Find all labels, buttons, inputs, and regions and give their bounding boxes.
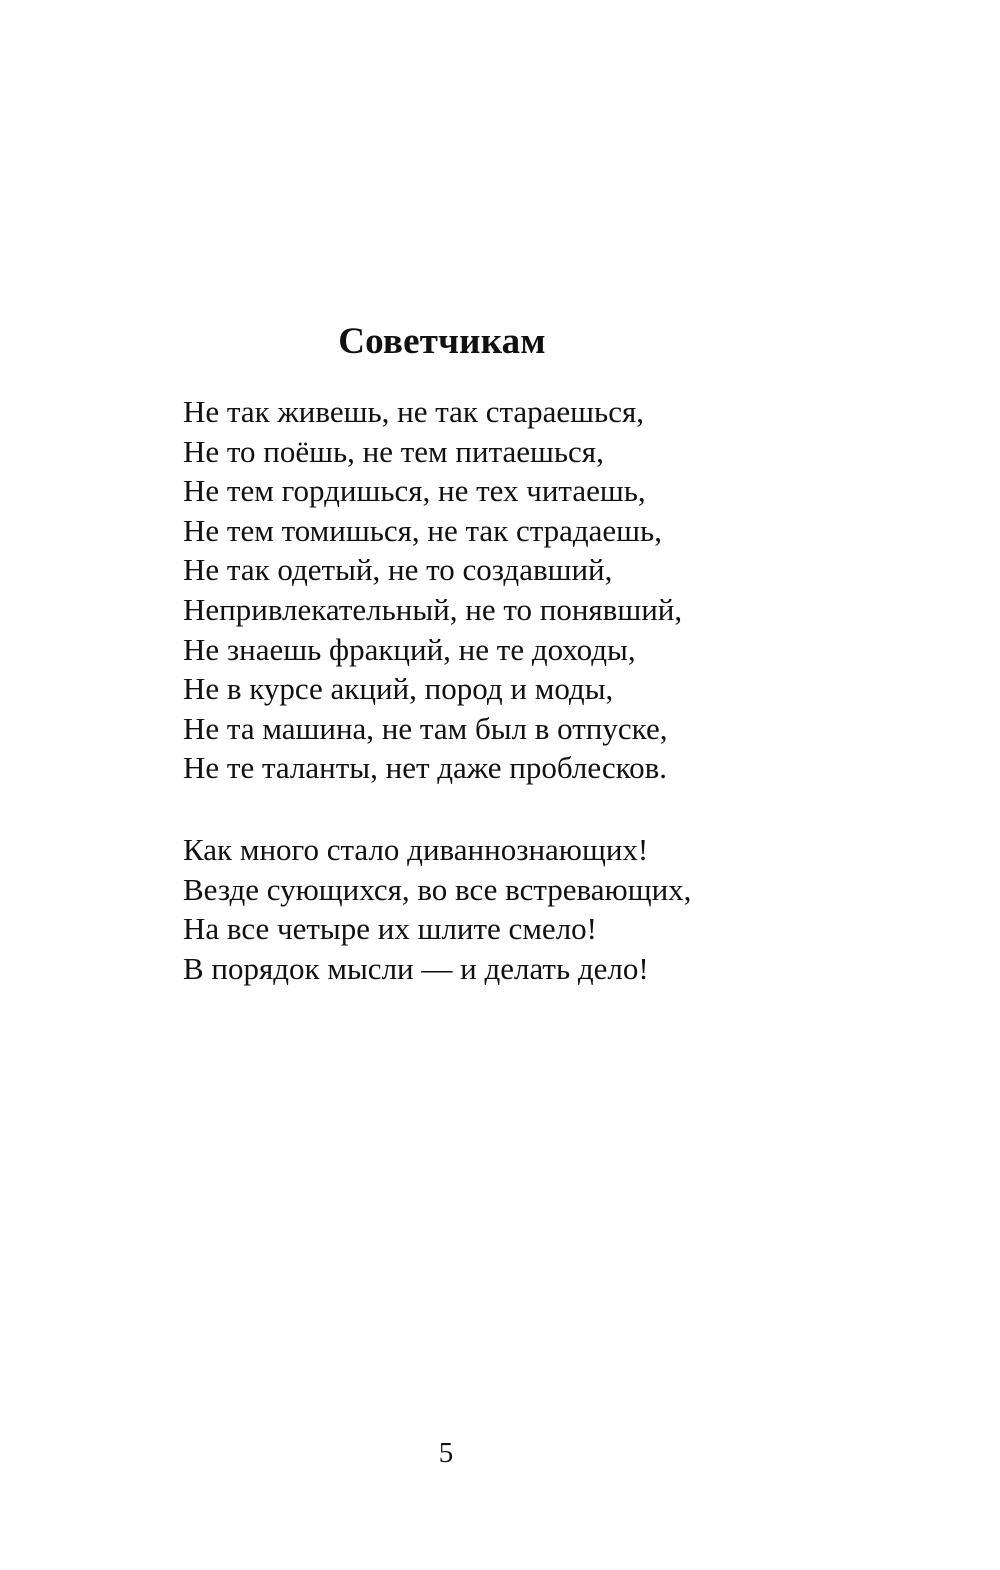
stanza-2	[183, 830, 691, 988]
verse-line: Не те таланты, нет даже проблесков.	[183, 750, 668, 786]
verse-line: Не тем томишься, не так страдаешь,	[183, 512, 662, 548]
verse-line: Не так одетый, не то создавший,	[183, 552, 613, 588]
stanza-1	[183, 392, 682, 788]
verse-line: Не та машина, не там был в отпуске,	[183, 710, 668, 746]
verse-line: Не тем гордишься, не тех читаешь,	[183, 473, 646, 509]
verse-line: Не в курсе акций, пород и моды,	[183, 671, 614, 707]
verse-line: Не знаешь фракций, не те доходы,	[183, 631, 636, 667]
verse-line: Не то поёшь, не тем питаешься,	[183, 433, 604, 469]
verse-line: Как много стало диваннознающих!	[183, 832, 649, 867]
verse-line: В порядок мысли — и делать дело!	[183, 950, 649, 986]
verse-line: На все четыре их шлите смело!	[183, 911, 597, 947]
verse-line: Не так живешь, не так стараешься,	[183, 394, 644, 429]
verse-line: Непривлекательный, не то понявший,	[183, 591, 683, 627]
poem-title: Советчикам	[338, 321, 546, 362]
verse-line: Везде сующихся, во все встревающих,	[183, 871, 692, 907]
page-number: 5	[438, 1437, 454, 1469]
